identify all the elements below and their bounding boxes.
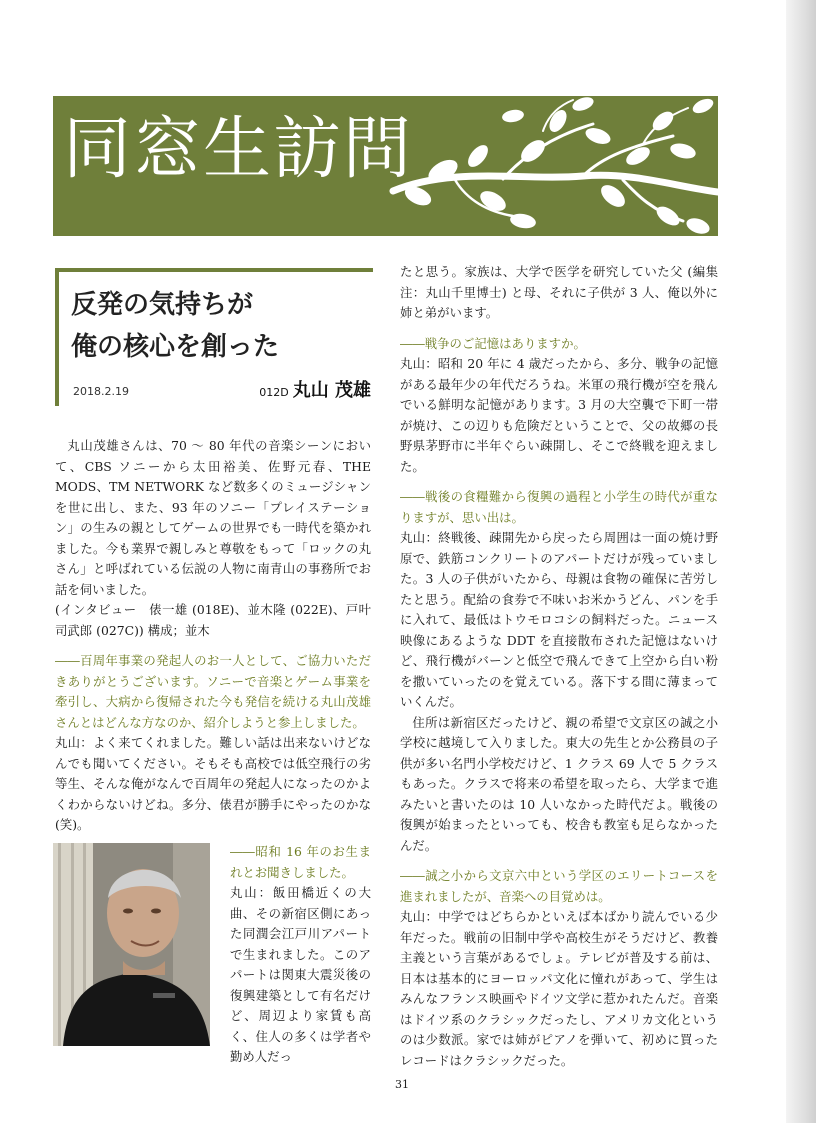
- interview-date: 2018.2.19: [73, 385, 129, 398]
- portrait-image: [53, 843, 210, 1046]
- question-2: ――昭和 16 年のお生まれとお聞きしました。: [230, 844, 371, 880]
- section-banner: [53, 96, 718, 236]
- headline-block: [55, 268, 373, 406]
- answer-5: 丸山：中学ではどちらかといえば本ばかり読んでいる少年だった。戦前の旧制中学や高校生がそうだけど、教養主義という言葉があるでしょ。テレビが普及する前は、日本は基本的にヨーロッパ文化に憧れがあって、学生はみんなフランス映画やドイツ文学に惹かれたんだ。音楽はドイツ系のクラシックだったし、アメリカ文化というのは少数派。家では姉がピアノを弾いて、初めに買ったレコードはクラシックだった。: [400, 909, 718, 1068]
- author-name: 丸山 茂雄: [292, 380, 371, 401]
- answer-4: 丸山：終戦後、疎開先から戻ったら周囲は一面の焼け野原で、鉄筋コンクリートのアパートだけが残っていました。3 人の子供がいたから、母親は食物の確保に苦労したと思う。配給の食券で不味いお米かうどん、パンを手に入れて、最低はトウモロコシの飼料だった。ニュース映像にあるような DDT を直接散布された記憶はないけど、飛行機がバーンと低空で飛んできて上空から白い粉を撒いていったのを覚えている。落下する間に薄まっていくんだ。: [400, 530, 718, 709]
- answer-2: 丸山：飯田橋近くの大曲、その新宿区側にあった同潤会江戸川アパートで生まれました。このアパートは関東大震災後の復興建築として有名だけど、周辺より家賃も高く、住人の多くは学者や勤め人だっ: [230, 885, 371, 1064]
- scan-edge: [786, 0, 816, 1123]
- answer-4-paragraph-2: 住所は新宿区だったけど、親の希望で文京区の誠之小学校に越境して入りました。東大の先生とか公務員の子供が多い名門小学校だけど、1 クラス 69 人で 5 クラスもあった。クラスで将来の希望を取ったら、大学まで進みたいと書いたのは 10 人いなかった時代だよ。戦後の復興が始まったといっても、校舎も教室も足らなかったんだ。: [400, 714, 718, 853]
- author-byline: [259, 376, 371, 402]
- question-5: ――誠之小から文京六中という学区のエリートコースを進まれましたが、音楽への目覚めは。: [400, 868, 718, 904]
- right-column-text: [400, 262, 718, 1071]
- left-photo-side-text: [230, 842, 371, 1068]
- headline-line-2: 俺の核心を創った: [71, 332, 280, 362]
- headline: [71, 284, 279, 368]
- headline-line-1: 反発の気持ちが: [71, 290, 254, 320]
- intro-paragraph: 丸山茂雄さんは、70 ～ 80 年代の音楽シーンにおいて、CBS ソニーから太田裕美、佐野元春、THE MODS、TM NETWORK など数多くのミュージシャンを世に出し、また、93 年のソニー「プレイステーション」の生みの親としてゲームの世界でも一時代を築かれました。今も業界で親しみと尊敬をもって「ロックの丸さん」と呼ばれている伝説の人物に南青山の事務所でお話を伺いました。: [55, 438, 371, 597]
- author-code: 012D: [259, 386, 289, 399]
- tree-branch-illustration: [383, 96, 718, 236]
- section-title: 同窓生訪問: [63, 110, 414, 189]
- answer-1: 丸山：よく来てくれました。難しい話は出来ないけどなんでも聞いてください。そもそも高校では低空飛行の劣等生、そんな俺がなんで百周年の発起人になったのかよくわからないけどね。多分、俵君が勝手にやったのかな (笑)。: [55, 735, 371, 832]
- answer-2-continued: たと思う。家族は、大学で医学を研究していた父 (編集注：丸山千里博士) と母、それに子供が 3 人、俺以外に姉と弟がいます。: [400, 264, 718, 320]
- question-1: ――百周年事業の発起人のお一人として、ご協力いただきありがとうございます。ソニーで音楽とゲーム事業を牽引し、大病から復帰された今も発信を続ける丸山茂雄さんとはどんな方なのか、紹介しようと参上しました。: [55, 653, 371, 730]
- question-4: ――戦後の食糧難から復興の過程と小学生の時代が重なりますが、思い出は。: [400, 489, 718, 525]
- page-number: 31: [395, 1078, 409, 1091]
- interviewee-photo: [53, 843, 210, 1046]
- interview-credit: (インタビュー 俵一雄 (018E)、並木隆 (022E)、戸叶司武郎 (027C)) 構成；並木: [55, 602, 371, 638]
- left-column-text: [55, 436, 371, 836]
- question-3: ――戦争のご記憶はありますか。: [400, 335, 586, 351]
- answer-3: 丸山：昭和 20 年に 4 歳だったから、多分、戦争の記憶がある最年少の年代だろうね。米軍の飛行機が空を飛んでいる鮮明な記憶があります。3 月の大空襲で下町一帯が焼け、この辺りも危険だということで、父の故郷の長野県茅野市に半年ぐらい疎開し、そこで終戦を迎えました。: [400, 356, 718, 474]
